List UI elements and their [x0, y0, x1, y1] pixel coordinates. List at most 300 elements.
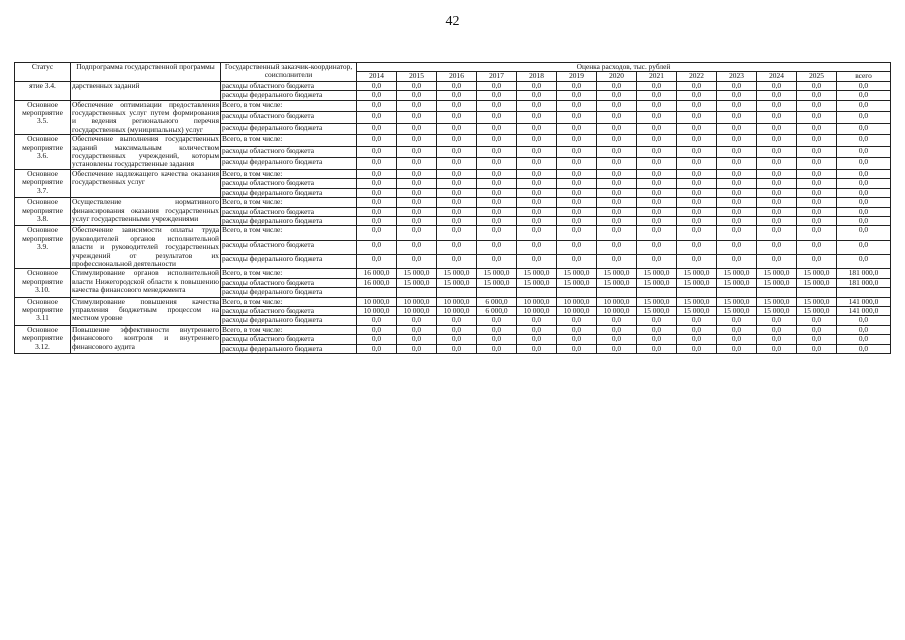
year-value-cell: 0,0	[397, 216, 437, 225]
year-value-cell: 0,0	[677, 135, 717, 147]
funding-source-cell: расходы федерального бюджета	[221, 344, 357, 353]
funding-source-cell: расходы федерального бюджета	[221, 123, 357, 135]
year-value-cell: 0,0	[437, 158, 477, 170]
year-value-cell: 0,0	[517, 207, 557, 216]
year-value-cell: 0,0	[717, 158, 757, 170]
year-value-cell: 15 000,0	[637, 297, 677, 306]
year-value-cell: 0,0	[557, 335, 597, 344]
year-value-cell: 0,0	[397, 188, 437, 197]
total-value-cell: 0,0	[837, 216, 891, 225]
table-row	[15, 297, 891, 306]
year-value-cell: 0,0	[637, 112, 677, 124]
status-cell: Основное мероприятие 3.7.	[15, 169, 71, 197]
year-value-cell: 0,0	[637, 146, 677, 158]
activity-name-cell: Обеспечение зависимости оплаты труда руководителей органов исполнительной власти и руководителей государственных учреждений от результатов их профессиональной деятельности	[72, 225, 219, 268]
year-value-cell: 0,0	[557, 325, 597, 334]
year-value-cell: 0,0	[437, 123, 477, 135]
funding-source-cell: расходы федерального бюджета	[221, 158, 357, 170]
total-value-cell: 141 000,0	[837, 306, 891, 315]
year-value-cell: 0,0	[677, 325, 717, 334]
activity-name-cell: Обеспечение выполнения государственных заданий максимальным количеством государственных учреждений, которым установлены государственные задания	[72, 134, 219, 169]
year-value-cell: 0,0	[477, 325, 517, 334]
year-value-cell: 0,0	[437, 226, 477, 240]
activity-name-cell: Обеспечение надлежащего качества оказания государственных услуг	[71, 169, 221, 197]
funding-source-cell: расходы областного бюджета	[221, 179, 357, 188]
year-value-cell	[397, 288, 437, 297]
year-value-cell: 0,0	[757, 207, 797, 216]
year-value-cell: 0,0	[637, 188, 677, 197]
year-value-cell: 16 000,0	[357, 278, 397, 287]
estimate-header: Оценка расходов, тыс. рублей	[357, 63, 891, 72]
year-value-cell: 0,0	[397, 123, 437, 135]
year-value-cell: 0,0	[477, 316, 517, 325]
funding-source-cell: Всего, в том числе:	[221, 100, 357, 112]
year-value-cell: 0,0	[757, 316, 797, 325]
funding-source-cell: расходы федерального бюджета	[221, 216, 357, 225]
year-value-cell	[677, 288, 717, 297]
year-value-cell: 0,0	[717, 316, 757, 325]
year-value-cell: 0,0	[757, 240, 797, 254]
year-value-cell: 0,0	[557, 207, 597, 216]
year-value-cell: 0,0	[517, 198, 557, 207]
year-value-cell: 0,0	[757, 81, 797, 90]
year-value-cell: 10 000,0	[437, 297, 477, 306]
year-value-cell: 0,0	[477, 255, 517, 269]
status-cell: Основное мероприятие 3.5.	[15, 100, 71, 135]
funding-source-cell: расходы областного бюджета	[221, 146, 357, 158]
header-row	[15, 63, 891, 72]
year-value-cell: 0,0	[357, 158, 397, 170]
activity-name-cell: Осуществление нормативного финансирования оказания государственных услуг государственными учреждениями	[71, 198, 221, 226]
total-value-cell: 0,0	[837, 158, 891, 170]
total-value-cell: 0,0	[837, 335, 891, 344]
table-row	[15, 325, 891, 334]
expenditure-table	[14, 62, 891, 354]
year-value-cell: 0,0	[437, 188, 477, 197]
year-value-cell: 0,0	[557, 216, 597, 225]
year-value-cell: 10 000,0	[557, 306, 597, 315]
year-value-cell: 0,0	[517, 81, 557, 90]
year-value-cell: 0,0	[437, 91, 477, 100]
table-row	[15, 135, 891, 147]
year-value-cell: 0,0	[637, 169, 677, 178]
year-value-cell: 0,0	[517, 91, 557, 100]
year-value-cell: 0,0	[637, 179, 677, 188]
year-value-cell: 0,0	[757, 344, 797, 353]
year-value-cell: 0,0	[477, 226, 517, 240]
year-value-cell: 0,0	[597, 169, 637, 178]
year-value-cell: 0,0	[637, 335, 677, 344]
year-value-cell: 15 000,0	[797, 306, 837, 315]
year-header: 2018	[517, 72, 557, 81]
year-value-cell: 0,0	[397, 335, 437, 344]
year-value-cell: 0,0	[357, 216, 397, 225]
year-value-cell: 0,0	[437, 335, 477, 344]
year-value-cell: 0,0	[797, 100, 837, 112]
year-value-cell: 15 000,0	[757, 278, 797, 287]
year-value-cell: 0,0	[517, 344, 557, 353]
year-value-cell: 0,0	[477, 146, 517, 158]
year-value-cell: 0,0	[597, 158, 637, 170]
funding-source-cell: Всего, в том числе:	[221, 325, 357, 334]
year-value-cell: 0,0	[677, 158, 717, 170]
table-body	[15, 81, 891, 353]
year-value-cell: 0,0	[677, 344, 717, 353]
year-value-cell: 0,0	[557, 240, 597, 254]
year-value-cell: 0,0	[477, 198, 517, 207]
activity-name-cell: Стимулирование повышения качества управления бюджетным процессом на местном уровне	[71, 297, 221, 325]
year-value-cell: 10 000,0	[517, 306, 557, 315]
year-value-cell: 0,0	[797, 255, 837, 269]
year-value-cell: 0,0	[757, 135, 797, 147]
year-value-cell: 15 000,0	[517, 278, 557, 287]
funding-source-cell: расходы областного бюджета	[221, 207, 357, 216]
year-value-cell: 0,0	[677, 240, 717, 254]
year-value-cell: 0,0	[477, 207, 517, 216]
funding-source-cell: расходы федерального бюджета	[221, 188, 357, 197]
year-value-cell: 0,0	[477, 112, 517, 124]
year-value-cell: 0,0	[797, 112, 837, 124]
year-value-cell: 0,0	[597, 216, 637, 225]
status-cell: Основное мероприятие 3.11	[15, 297, 71, 325]
year-value-cell: 15 000,0	[717, 297, 757, 306]
year-value-cell	[517, 288, 557, 297]
year-value-cell: 0,0	[717, 146, 757, 158]
year-value-cell: 0,0	[397, 169, 437, 178]
total-value-cell: 0,0	[837, 255, 891, 269]
year-value-cell: 0,0	[637, 123, 677, 135]
year-value-cell: 15 000,0	[517, 269, 557, 278]
total-value-cell: 0,0	[837, 344, 891, 353]
year-value-cell: 15 000,0	[477, 269, 517, 278]
funding-source-cell: расходы областного бюджета	[221, 278, 357, 287]
year-value-cell: 0,0	[677, 207, 717, 216]
year-value-cell: 0,0	[637, 135, 677, 147]
year-value-cell: 0,0	[797, 188, 837, 197]
year-value-cell: 15 000,0	[437, 269, 477, 278]
table-row	[15, 81, 891, 90]
year-value-cell: 0,0	[757, 146, 797, 158]
year-value-cell: 0,0	[357, 146, 397, 158]
year-value-cell: 0,0	[677, 179, 717, 188]
year-value-cell: 0,0	[477, 169, 517, 178]
total-value-cell: 0,0	[837, 207, 891, 216]
year-value-cell: 0,0	[517, 188, 557, 197]
year-value-cell: 0,0	[477, 216, 517, 225]
year-value-cell: 0,0	[357, 325, 397, 334]
year-value-cell: 0,0	[477, 179, 517, 188]
table-row	[15, 169, 891, 178]
year-value-cell: 0,0	[597, 325, 637, 334]
status-cell: Основное мероприятие 3.6.	[15, 135, 71, 170]
year-value-cell: 0,0	[717, 325, 757, 334]
year-value-cell	[557, 288, 597, 297]
year-value-cell: 0,0	[677, 123, 717, 135]
year-value-cell: 0,0	[597, 207, 637, 216]
year-value-cell: 0,0	[797, 146, 837, 158]
year-value-cell: 15 000,0	[597, 269, 637, 278]
year-value-cell: 0,0	[397, 325, 437, 334]
year-value-cell: 0,0	[757, 255, 797, 269]
year-value-cell: 0,0	[597, 344, 637, 353]
table-row	[15, 269, 891, 278]
year-header: 2019	[557, 72, 597, 81]
year-value-cell: 0,0	[797, 81, 837, 90]
year-value-cell: 0,0	[557, 135, 597, 147]
year-value-cell: 0,0	[437, 179, 477, 188]
funding-source-cell: Всего, в том числе:	[221, 198, 357, 207]
year-value-cell: 0,0	[757, 158, 797, 170]
total-value-cell: 0,0	[837, 316, 891, 325]
funding-source-cell: расходы федерального бюджета	[221, 316, 357, 325]
year-value-cell: 0,0	[557, 226, 597, 240]
year-value-cell: 0,0	[717, 255, 757, 269]
year-value-cell: 0,0	[437, 316, 477, 325]
year-value-cell: 0,0	[757, 198, 797, 207]
year-value-cell: 0,0	[397, 344, 437, 353]
funding-source-cell: расходы федерального бюджета	[221, 255, 357, 269]
year-value-cell: 0,0	[477, 123, 517, 135]
year-value-cell: 0,0	[557, 179, 597, 188]
year-value-cell: 15 000,0	[637, 269, 677, 278]
year-value-cell: 0,0	[357, 91, 397, 100]
year-value-cell: 0,0	[637, 344, 677, 353]
activity-name-cell: Обеспечение оптимизации предоставления государственных услуг путем формирования и ведения регионального перечня государственных (муниципальных) услуг	[72, 100, 219, 134]
funding-source-cell: расходы областного бюджета	[221, 240, 357, 254]
year-value-cell: 0,0	[797, 325, 837, 334]
year-value-cell: 0,0	[397, 91, 437, 100]
year-value-cell: 10 000,0	[557, 297, 597, 306]
year-value-cell: 15 000,0	[637, 278, 677, 287]
year-value-cell: 0,0	[637, 226, 677, 240]
year-value-cell: 0,0	[797, 335, 837, 344]
year-value-cell: 0,0	[597, 135, 637, 147]
year-value-cell: 0,0	[637, 100, 677, 112]
year-value-cell: 0,0	[677, 169, 717, 178]
year-value-cell: 0,0	[557, 112, 597, 124]
year-value-cell: 10 000,0	[397, 297, 437, 306]
funding-source-cell: расходы областного бюджета	[221, 112, 357, 124]
year-value-cell: 0,0	[357, 81, 397, 90]
year-value-cell	[357, 288, 397, 297]
year-value-cell: 0,0	[397, 316, 437, 325]
year-value-cell: 0,0	[357, 112, 397, 124]
year-value-cell: 15 000,0	[677, 297, 717, 306]
year-value-cell: 0,0	[557, 169, 597, 178]
year-value-cell: 0,0	[397, 81, 437, 90]
year-value-cell: 0,0	[597, 198, 637, 207]
year-value-cell: 0,0	[797, 123, 837, 135]
year-value-cell: 0,0	[357, 207, 397, 216]
year-value-cell: 15 000,0	[757, 297, 797, 306]
year-value-cell: 0,0	[637, 316, 677, 325]
year-value-cell: 15 000,0	[397, 278, 437, 287]
year-value-cell: 0,0	[677, 198, 717, 207]
year-value-cell: 0,0	[717, 100, 757, 112]
year-value-cell: 0,0	[717, 335, 757, 344]
funding-source-cell: расходы федерального бюджета	[221, 91, 357, 100]
year-value-cell: 0,0	[557, 91, 597, 100]
year-value-cell: 0,0	[797, 198, 837, 207]
year-value-cell: 0,0	[757, 112, 797, 124]
year-value-cell: 10 000,0	[357, 297, 397, 306]
year-value-cell: 0,0	[597, 335, 637, 344]
year-value-cell: 0,0	[437, 344, 477, 353]
year-value-cell: 0,0	[357, 135, 397, 147]
year-value-cell: 0,0	[437, 81, 477, 90]
year-value-cell: 0,0	[397, 198, 437, 207]
table-row	[15, 226, 891, 240]
year-value-cell: 0,0	[717, 216, 757, 225]
year-value-cell: 10 000,0	[397, 306, 437, 315]
year-value-cell: 0,0	[477, 158, 517, 170]
year-value-cell: 15 000,0	[557, 278, 597, 287]
year-header: 2025	[797, 72, 837, 81]
year-value-cell: 0,0	[557, 188, 597, 197]
year-value-cell	[797, 288, 837, 297]
year-value-cell: 0,0	[357, 100, 397, 112]
funding-source-cell: Всего, в том числе:	[221, 135, 357, 147]
year-value-cell: 10 000,0	[597, 306, 637, 315]
year-value-cell: 0,0	[557, 198, 597, 207]
year-value-cell: 15 000,0	[717, 306, 757, 315]
year-value-cell: 15 000,0	[797, 278, 837, 287]
year-value-cell: 0,0	[677, 216, 717, 225]
year-value-cell: 0,0	[677, 255, 717, 269]
year-value-cell: 0,0	[797, 240, 837, 254]
year-value-cell: 0,0	[477, 135, 517, 147]
year-value-cell: 0,0	[397, 226, 437, 240]
year-value-cell: 0,0	[557, 158, 597, 170]
year-value-cell: 0,0	[717, 135, 757, 147]
subprogram-header: Подпрограмма государственной программы	[71, 63, 221, 82]
year-value-cell	[597, 288, 637, 297]
total-value-cell: 0,0	[837, 240, 891, 254]
funding-source-cell: Всего, в том числе:	[221, 169, 357, 178]
year-value-cell: 0,0	[757, 188, 797, 197]
total-value-cell	[837, 288, 891, 297]
year-value-cell: 0,0	[677, 100, 717, 112]
year-value-cell: 0,0	[357, 188, 397, 197]
year-value-cell: 0,0	[397, 179, 437, 188]
year-value-cell: 0,0	[517, 123, 557, 135]
year-value-cell: 0,0	[517, 325, 557, 334]
year-value-cell: 0,0	[437, 135, 477, 147]
year-value-cell: 0,0	[637, 81, 677, 90]
year-value-cell: 0,0	[757, 169, 797, 178]
year-header: 2016	[437, 72, 477, 81]
customer-header: Государственный заказчик-координатор, соисполнители	[221, 63, 357, 82]
year-value-cell: 0,0	[397, 146, 437, 158]
total-value-cell: 0,0	[837, 81, 891, 90]
year-value-cell: 0,0	[517, 255, 557, 269]
year-value-cell: 0,0	[517, 169, 557, 178]
status-cell: Основное мероприятие 3.8.	[15, 198, 71, 226]
year-value-cell: 0,0	[477, 91, 517, 100]
year-value-cell: 0,0	[757, 91, 797, 100]
status-header: Статус	[15, 63, 71, 82]
year-value-cell: 0,0	[637, 216, 677, 225]
year-value-cell: 0,0	[517, 216, 557, 225]
year-header: 2015	[397, 72, 437, 81]
year-value-cell: 10 000,0	[437, 306, 477, 315]
year-value-cell: 0,0	[717, 169, 757, 178]
year-value-cell: 0,0	[717, 91, 757, 100]
year-value-cell: 15 000,0	[477, 278, 517, 287]
year-value-cell: 0,0	[437, 255, 477, 269]
funding-source-cell: расходы областного бюджета	[221, 81, 357, 90]
year-value-cell: 0,0	[797, 158, 837, 170]
year-value-cell: 0,0	[517, 112, 557, 124]
funding-source-cell: расходы федерального бюджета	[221, 288, 357, 297]
year-value-cell: 15 000,0	[717, 269, 757, 278]
total-value-cell: 0,0	[837, 123, 891, 135]
year-value-cell: 0,0	[437, 198, 477, 207]
total-value-cell: 0,0	[837, 135, 891, 147]
year-value-cell: 0,0	[397, 207, 437, 216]
year-value-cell: 0,0	[677, 226, 717, 240]
year-value-cell: 0,0	[517, 240, 557, 254]
year-value-cell: 0,0	[797, 135, 837, 147]
year-value-cell	[717, 288, 757, 297]
year-value-cell: 0,0	[517, 316, 557, 325]
funding-source-cell: расходы областного бюджета	[221, 306, 357, 315]
year-value-cell: 0,0	[677, 146, 717, 158]
year-value-cell: 0,0	[397, 240, 437, 254]
year-header: 2020	[597, 72, 637, 81]
year-value-cell: 0,0	[597, 112, 637, 124]
year-value-cell: 0,0	[597, 123, 637, 135]
total-value-cell: 0,0	[837, 179, 891, 188]
year-value-cell: 15 000,0	[797, 269, 837, 278]
year-value-cell: 0,0	[557, 146, 597, 158]
year-value-cell: 0,0	[437, 325, 477, 334]
total-value-cell: 181 000,0	[837, 269, 891, 278]
year-value-cell: 0,0	[437, 240, 477, 254]
year-value-cell: 0,0	[797, 91, 837, 100]
year-value-cell: 0,0	[557, 344, 597, 353]
funding-source-cell: Всего, в том числе:	[221, 226, 357, 240]
year-value-cell: 15 000,0	[677, 269, 717, 278]
year-header: 2022	[677, 72, 717, 81]
year-value-cell: 0,0	[677, 91, 717, 100]
year-value-cell: 0,0	[797, 316, 837, 325]
year-value-cell: 0,0	[357, 255, 397, 269]
year-value-cell: 0,0	[597, 226, 637, 240]
year-value-cell: 0,0	[637, 207, 677, 216]
year-value-cell: 0,0	[397, 158, 437, 170]
year-value-cell: 0,0	[477, 188, 517, 197]
year-value-cell: 15 000,0	[677, 306, 717, 315]
total-value-cell: 0,0	[837, 146, 891, 158]
year-value-cell: 0,0	[397, 255, 437, 269]
year-value-cell: 0,0	[637, 255, 677, 269]
year-value-cell: 10 000,0	[597, 297, 637, 306]
year-value-cell	[637, 288, 677, 297]
year-value-cell: 0,0	[717, 112, 757, 124]
year-value-cell: 0,0	[757, 123, 797, 135]
year-value-cell	[437, 288, 477, 297]
year-value-cell: 0,0	[517, 100, 557, 112]
year-value-cell: 0,0	[797, 344, 837, 353]
year-value-cell: 15 000,0	[677, 278, 717, 287]
year-value-cell: 0,0	[437, 216, 477, 225]
status-cell: ятие 3.4.	[15, 81, 71, 100]
total-value-cell: 0,0	[837, 188, 891, 197]
funding-source-cell: Всего, в том числе:	[221, 297, 357, 306]
year-value-cell: 0,0	[357, 179, 397, 188]
year-value-cell: 0,0	[797, 179, 837, 188]
